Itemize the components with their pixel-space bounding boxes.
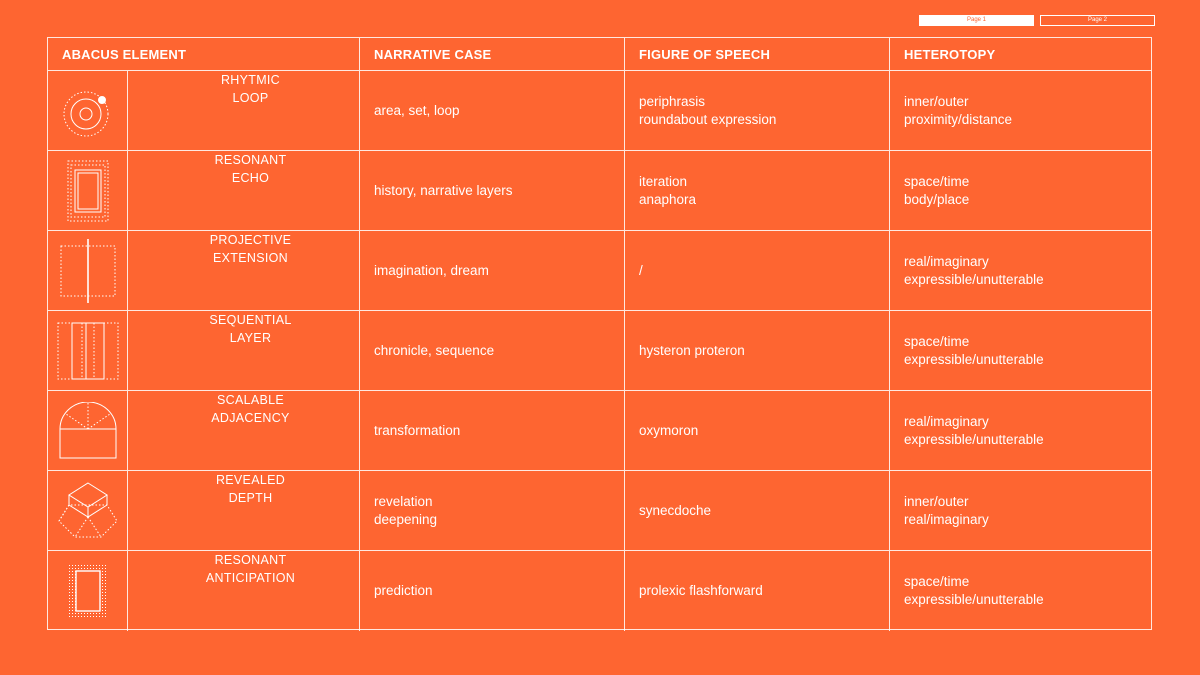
figure-text: roundabout expression <box>639 111 777 127</box>
heterotopy-text: space/time <box>904 574 970 589</box>
table-row <box>48 71 1151 151</box>
narrative-text: deepening <box>374 511 438 527</box>
table-row <box>48 231 1151 311</box>
figure-text: / <box>639 262 643 278</box>
narrative-text: history, narrative layers <box>374 182 513 198</box>
header-abacus-element: ABACUS ELEMENT <box>48 38 360 70</box>
heterotopy-text: real/imaginary <box>904 253 989 269</box>
table-row <box>48 311 1151 391</box>
resonant-anticipation-icon <box>48 551 128 631</box>
table-row <box>48 551 1151 631</box>
narrative-text: transformation <box>374 422 461 438</box>
narrative-text: chronicle, sequence <box>374 342 495 358</box>
heterotopy-text: real/imaginary <box>904 413 989 429</box>
abacus-table <box>47 37 1152 630</box>
resonant-echo-icon <box>48 151 128 230</box>
element-name-line: REVEALED <box>215 473 286 487</box>
table-row <box>48 151 1151 231</box>
header-figure-of-speech: FIGURE OF SPEECH <box>625 38 890 70</box>
narrative-text: prediction <box>374 583 433 598</box>
heterotopy-text: space/time <box>904 173 970 189</box>
element-name-line: EXTENSION <box>213 251 288 265</box>
figure-text: hysteron proteron <box>639 342 745 358</box>
page-1-tab[interactable]: Page 1 <box>919 15 1034 26</box>
element-name-line: RESONANT <box>214 553 287 567</box>
element-name-line: LAYER <box>229 331 272 345</box>
figure-text: prolexic flashforward <box>639 583 763 598</box>
table-row <box>48 391 1151 471</box>
figure-text: periphrasis <box>639 93 706 109</box>
heterotopy-text: expressible/unutterable <box>904 351 1044 367</box>
heterotopy-text: space/time <box>904 333 970 349</box>
header-heterotopy: HETEROTOPY <box>904 46 996 62</box>
sequential-layer-icon <box>48 311 128 390</box>
narrative-text: area, set, loop <box>374 102 460 118</box>
heterotopy-text: expressible/unutterable <box>904 592 1044 607</box>
element-name-line: ECHO <box>231 171 270 185</box>
element-name-line: PROJECTIVE <box>209 233 292 247</box>
figure-text: oxymoron <box>639 422 699 438</box>
element-name-line: ANTICIPATION <box>205 571 296 585</box>
figure-text: anaphora <box>639 191 697 207</box>
element-name-line: DEPTH <box>228 491 273 505</box>
heterotopy-text: inner/outer <box>904 493 969 509</box>
heterotopy-text: expressible/unutterable <box>904 431 1044 447</box>
page-2-tab[interactable]: Page 2 <box>1040 15 1155 26</box>
heterotopy-text: body/place <box>904 191 970 207</box>
table-header-row <box>48 38 1151 71</box>
table-row <box>48 471 1151 551</box>
element-name-line: RHYTMIC <box>220 73 281 87</box>
projective-extension-icon <box>48 231 128 310</box>
scalable-adjacency-icon <box>48 391 128 470</box>
element-name-line: SEQUENTIAL <box>209 313 292 327</box>
revealed-depth-icon <box>48 471 128 550</box>
header-narrative-case: NARRATIVE CASE <box>360 38 625 70</box>
element-name-line: LOOP <box>232 91 269 105</box>
element-name-line: RESONANT <box>214 153 287 167</box>
rhythmic-loop-icon <box>48 71 128 150</box>
heterotopy-text: proximity/distance <box>904 111 1013 127</box>
figure-text: iteration <box>639 173 688 189</box>
heterotopy-text: expressible/unutterable <box>904 271 1044 287</box>
narrative-text: imagination, dream <box>374 262 489 278</box>
narrative-text: revelation <box>374 493 433 509</box>
pager <box>919 15 1155 26</box>
figure-text: synecdoche <box>639 502 712 518</box>
heterotopy-text: real/imaginary <box>904 511 989 527</box>
element-name-line: ADJACENCY <box>211 411 290 425</box>
heterotopy-text: inner/outer <box>904 93 969 109</box>
element-name-line: SCALABLE <box>216 393 285 407</box>
